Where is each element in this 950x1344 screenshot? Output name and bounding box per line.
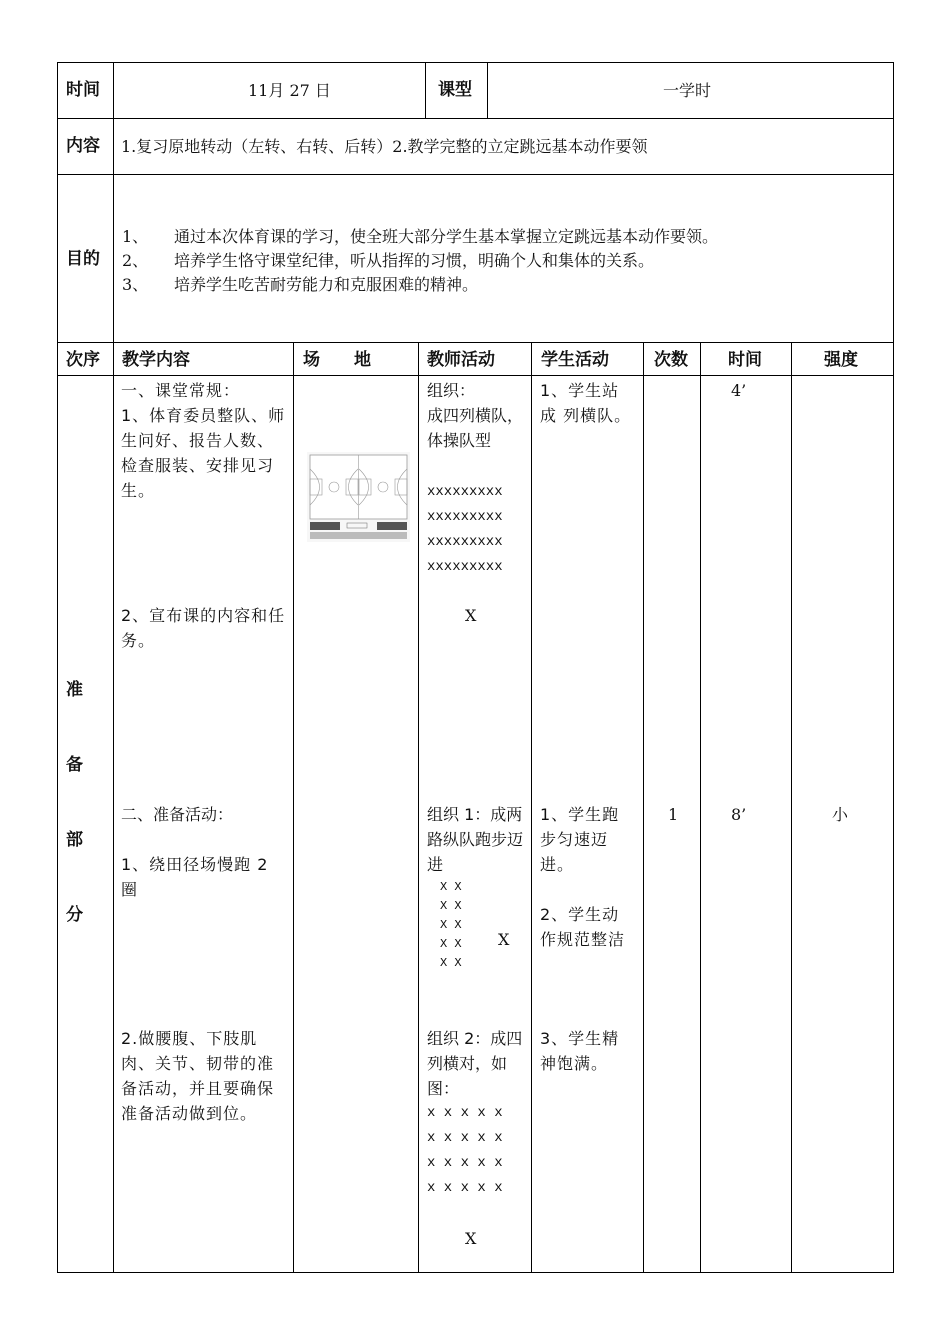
row-divider — [57, 375, 894, 376]
type-value: 一学时 — [663, 81, 712, 100]
section-char: 备 — [66, 755, 83, 775]
col-header-intensity: 强度 — [824, 350, 858, 370]
court-diagram — [307, 452, 410, 542]
time-value: 11月 27 日 — [248, 81, 331, 100]
time-value-cell: 4’ — [731, 381, 747, 400]
purpose-text: 通过本次体育课的学习，使全班大部分学生基本掌握立定跳远基本动作要领。 — [174, 227, 719, 246]
section-char: 部 — [66, 830, 83, 850]
col-divider — [700, 342, 701, 1273]
purpose-label: 目的 — [66, 249, 100, 269]
col-header-student: 学生活动 — [541, 350, 609, 370]
teacher-position: X — [498, 930, 510, 949]
col-divider — [487, 62, 488, 119]
time-label: 时间 — [66, 80, 100, 100]
intensity-value: 小 — [832, 805, 849, 824]
col-divider — [791, 342, 792, 1273]
purpose-num: 1、 — [122, 227, 149, 246]
row-divider — [57, 174, 894, 175]
time-value-cell: 8’ — [731, 805, 747, 824]
formation-grid: x x x x x x x x x x x x x x x x x x x x — [427, 1105, 503, 1196]
col-divider — [531, 342, 532, 1273]
col-divider — [643, 342, 644, 1273]
table-border-top — [57, 62, 894, 63]
row-divider — [57, 342, 894, 343]
formation-grid: xxxxxxxxx xxxxxxxxx xxxxxxxxx xxxxxxxxx — [427, 484, 503, 575]
purpose-text: 培养学生吃苦耐劳能力和克服困难的精神。 — [174, 275, 479, 294]
col-header-order: 次序 — [66, 350, 100, 370]
col-header-teacher: 教师活动 — [427, 350, 495, 370]
content-block: 2、宣布课的内容和任务。 — [121, 606, 286, 650]
table-border-right — [893, 62, 894, 1273]
teacher-org: 组织： 成四列横队，体操队型 — [427, 381, 524, 450]
content-block: 2.做腰腹、下肢肌肉、关节、韧带的准备活动，并且要确保准备活动做到位。 — [121, 1029, 275, 1123]
section-char: 分 — [66, 905, 83, 925]
col-divider — [425, 62, 426, 119]
purpose-num: 2、 — [122, 251, 149, 270]
row-divider — [57, 118, 894, 119]
teacher-position: X — [465, 606, 477, 625]
content-block: 二、准备活动： — [121, 805, 234, 824]
col-header-content: 教学内容 — [122, 350, 190, 370]
col-divider — [293, 342, 294, 1273]
col-divider — [418, 342, 419, 1273]
student-activity: 2、学生动作规范整洁 — [540, 905, 626, 949]
teacher-position: X — [465, 1229, 477, 1248]
content-block: 一、课堂常规： 1、体育委员整队、师生问好、报告人数、检查服装、安排见习生。 — [121, 381, 286, 500]
content-value: 1.复习原地转动（左转、右转、后转）2.教学完整的立定跳远基本动作要领 — [121, 137, 648, 156]
col-header-venue: 场 地 — [303, 350, 371, 370]
student-activity: 3、学生精神饱满。 — [540, 1029, 620, 1073]
table-border-left — [57, 62, 58, 1273]
student-activity: 1、学生跑步匀速迈进。 — [540, 805, 620, 874]
count-value: 1 — [668, 805, 679, 824]
basketball-court-image — [307, 452, 410, 542]
col-header-count: 次数 — [654, 350, 688, 370]
content-block: 1、绕田径场慢跑 2 圈 — [121, 855, 269, 899]
type-label: 课型 — [438, 80, 472, 100]
col-divider — [113, 62, 114, 1273]
section-char: 准 — [66, 680, 83, 700]
purpose-text: 培养学生恪守课堂纪律，听从指挥的习惯，明确个人和集体的关系。 — [174, 251, 655, 270]
teacher-org: 组织 2：成四列横对，如图： — [427, 1029, 523, 1098]
purpose-num: 3、 — [122, 275, 149, 294]
content-label: 内容 — [66, 136, 100, 156]
teacher-org: 组织 1：成两路纵队跑步迈进 — [427, 805, 524, 874]
student-activity: 1、学生站成 列横队。 — [540, 381, 632, 425]
col-header-time: 时间 — [728, 350, 762, 370]
table-border-bottom — [57, 1272, 894, 1273]
formation-column: X X X X X X X X X X — [440, 880, 462, 970]
